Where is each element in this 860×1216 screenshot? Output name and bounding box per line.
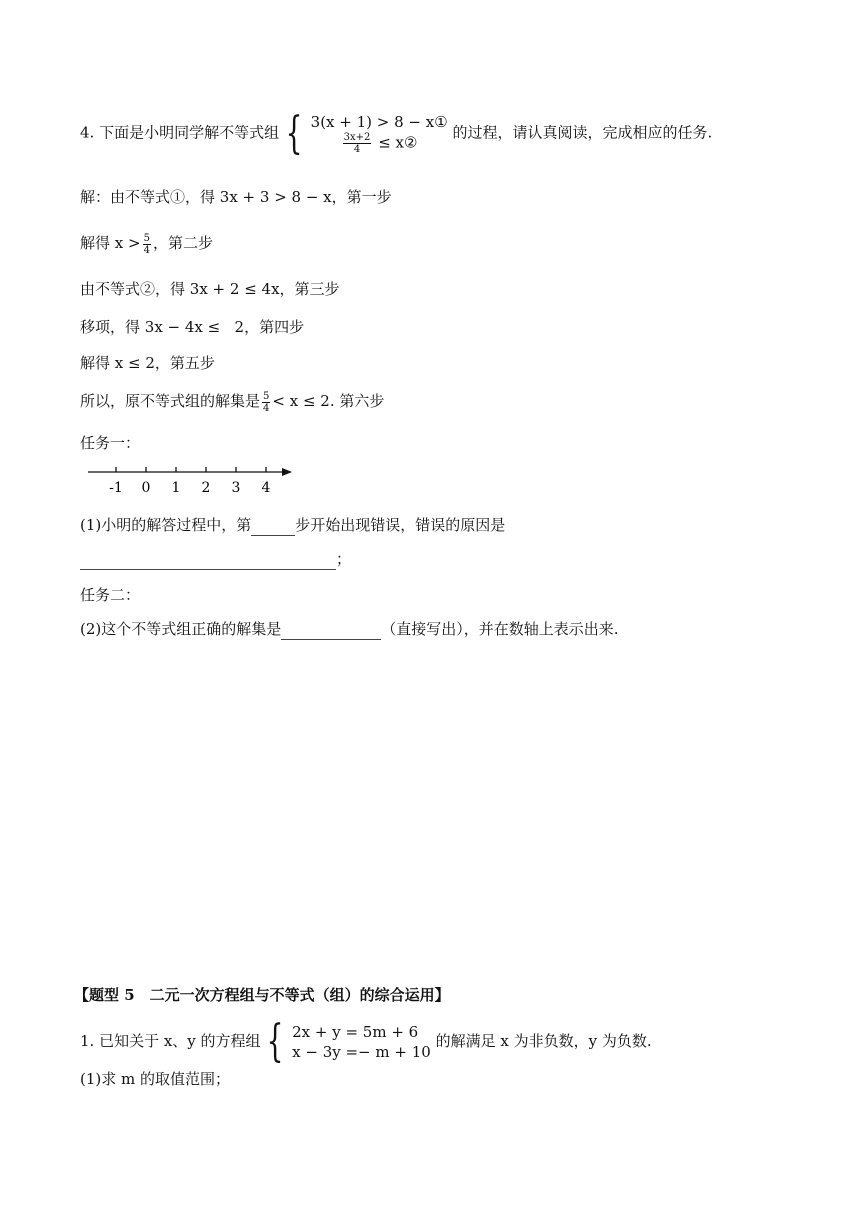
step-6 — [80, 390, 384, 414]
step-6-denominator: 4 — [263, 402, 270, 414]
step-2-math: x > — [114, 234, 141, 252]
step-2-prefix: 解得 — [80, 234, 115, 252]
ineq2-numerator: 3x+2 — [343, 132, 371, 143]
system-brace: { — [285, 107, 303, 159]
number-line-tick-label: 0 — [141, 480, 151, 496]
q1-prefix: (1)小明的解答过程中，第 — [80, 516, 252, 534]
equation-brace: { — [266, 1016, 284, 1067]
task-2-q2 — [80, 618, 619, 640]
step-3 — [80, 278, 340, 300]
q2-prefix: (2)这个不等式组正确的解集是 — [80, 620, 282, 638]
inequality-system — [311, 112, 448, 155]
step-4-suffix: ，第四步 — [244, 318, 305, 336]
task-1-q1 — [80, 514, 505, 536]
step-2-denominator: 4 — [143, 244, 150, 256]
p1-suffix: 的解满足 x 为非负数，y 为负数. — [435, 1032, 652, 1050]
ineq2-rest: ≤ x② — [378, 133, 418, 152]
step-2 — [80, 232, 213, 256]
step-6-suffix: . 第六步 — [329, 392, 385, 410]
step-1 — [80, 186, 392, 208]
q4-intro — [80, 107, 713, 159]
step-2-suffix: ，第二步 — [152, 234, 213, 252]
error-reason-blank[interactable] — [80, 553, 336, 570]
q1-middle: 步开始出现错误，错误的原因是 — [295, 516, 506, 534]
q1-end: ； — [336, 550, 352, 568]
step-1-suffix: ，第一步 — [331, 188, 392, 206]
step-3-suffix: ，第三步 — [279, 280, 340, 298]
number-line-tick-label: 3 — [231, 480, 241, 496]
number-line — [86, 462, 296, 502]
section-heading: 【题型 5 二元一次方程组与不等式（组）的综合运用】 — [74, 986, 450, 1004]
step-number-blank[interactable] — [251, 519, 295, 536]
step-5-prefix: 解得 — [80, 354, 115, 372]
step-6-math: < x ≤ 2 — [272, 392, 330, 410]
type5-sub-question-1: (1)求 m 的取值范围； — [80, 1070, 231, 1088]
inequality-2 — [311, 132, 448, 155]
number-line-tick-label: 2 — [201, 480, 211, 496]
step-5-math: x ≤ 2 — [114, 354, 155, 372]
p1-prefix: 1. 已知关于 x、y 的方程组 — [80, 1032, 261, 1050]
step-1-math: 3x + 3 > 8 − x — [219, 188, 332, 206]
q2-suffix: （直接写出），并在数轴上表示出来. — [381, 620, 619, 638]
step-5 — [80, 352, 215, 374]
step-2-numerator: 5 — [143, 232, 150, 244]
inequality-1: 3(x + 1) > 8 − x① — [310, 113, 448, 131]
q4-intro-suffix: 的过程，请认真阅读，完成相应的任务. — [452, 123, 713, 142]
q4-intro-prefix: 4. 下面是小明同学解不等式组 — [80, 123, 280, 142]
task-1-label: 任务一： — [80, 434, 141, 452]
step-5-suffix: ，第五步 — [154, 354, 215, 372]
step-3-prefix: 由不等式②，得 — [80, 280, 190, 298]
type5-problem-1 — [80, 1016, 652, 1067]
step-3-math: 3x + 2 ≤ 4x — [189, 280, 280, 298]
number-line-tick-label: 4 — [261, 480, 271, 496]
solution-set-blank[interactable] — [281, 623, 381, 640]
number-line-tick-label: -1 — [109, 480, 123, 496]
step-6-numerator: 5 — [263, 390, 270, 402]
task-2-label: 任务二： — [80, 586, 141, 604]
equation-system — [292, 1022, 431, 1062]
task-1-q1-reason — [80, 548, 351, 570]
step-4-prefix: 移项，得 — [80, 318, 145, 336]
equation-2: x − 3y =− m + 10 — [292, 1043, 431, 1061]
step-4-math: 3x − 4x ≤ 2 — [144, 318, 245, 336]
equation-1: 2x + y = 5m + 6 — [292, 1023, 419, 1041]
step-6-prefix: 所以，原不等式组的解集是 — [80, 392, 261, 410]
step-4 — [80, 316, 304, 338]
number-line-tick-label: 1 — [171, 480, 181, 496]
step-1-prefix: 解：由不等式①，得 — [80, 188, 220, 206]
ineq2-denominator: 4 — [353, 144, 361, 155]
